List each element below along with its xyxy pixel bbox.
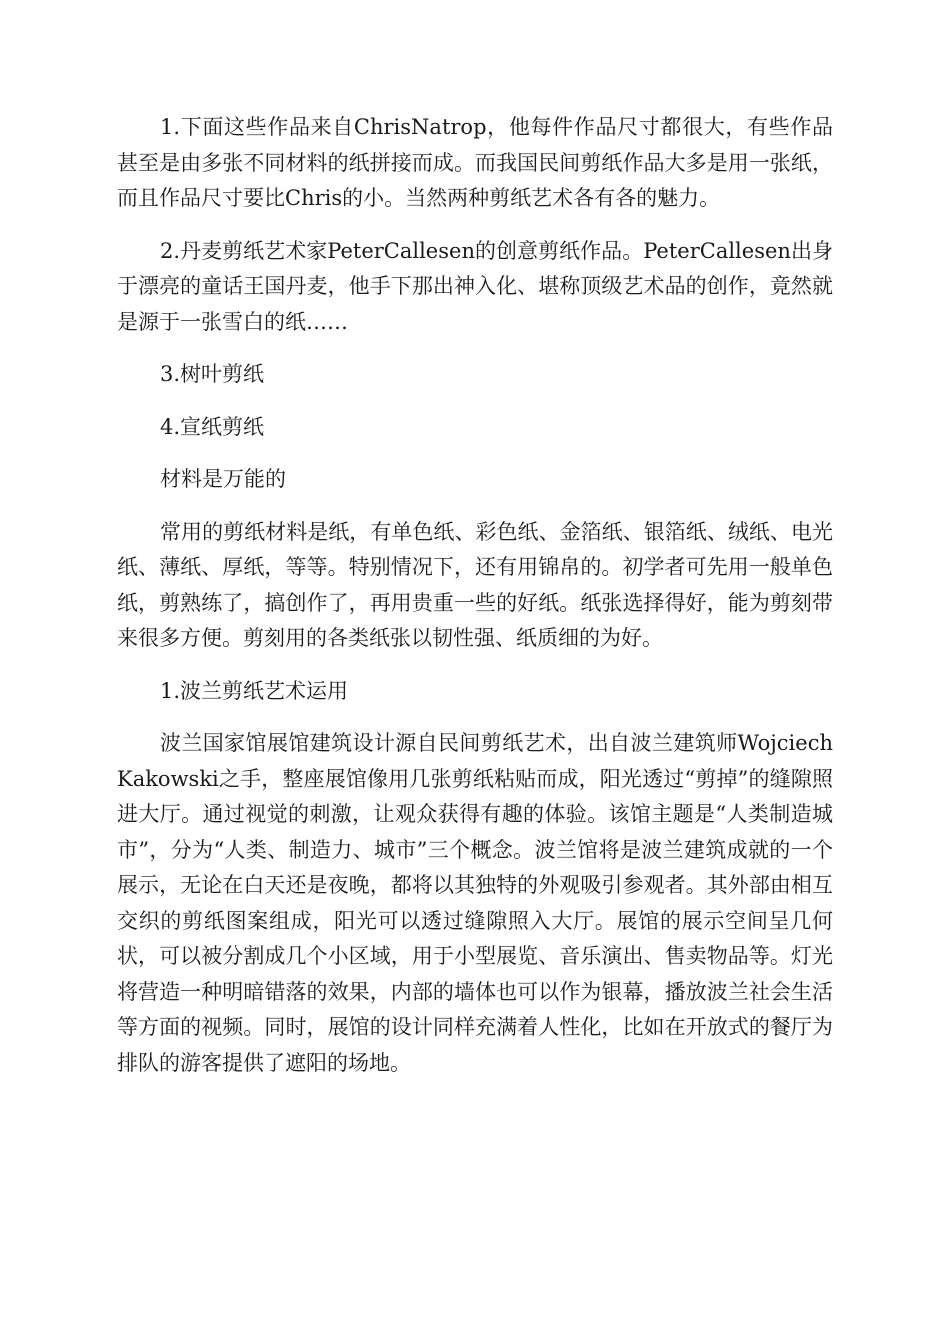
- paragraph-paper-materials: 常用的剪纸材料是纸，有单色纸、彩色纸、金箔纸、银箔纸、绒纸、电光纸、薄纸、厚纸，等等。特别情况下，还有用锦帛的。初学者可先用一般单色纸，剪熟练了，搞创作了，再用贵重一些的好纸。纸张选择得好，能为剪刻带来很多方便。剪刻用的各类纸张以韧性强、纸质细的为好。: [117, 519, 833, 650]
- paragraph-leaf-papercut: 3.树叶剪纸: [160, 362, 265, 386]
- paragraph-xuan-paper-papercut: 4.宣纸剪纸: [160, 414, 265, 439]
- paragraph-peter-callesen: 2.丹麦剪纸艺术家PeterCallesen的创意剪纸作品。PeterCallesen出身于漂亮的童话王国丹麦，他手下那出神入化、堪称顶级艺术品的创作，竟然就是源于一张雪白的纸……: [117, 238, 833, 334]
- paragraph-poland-heading: 1.波兰剪纸艺术运用: [160, 678, 349, 703]
- paragraph-poland-pavilion: 波兰国家馆展馆建筑设计源自民间剪纸艺术，出自波兰建筑师WojciechKakowski之手，整座展馆像用几张剪纸粘贴而成，阳光透过“剪掉”的缝隙照进大厅。通过视觉的刺激，让观众获得有趣的体验。该馆主题是“人类制造城市”，分为“人类、制造力、城市”三个概念。波兰馆将是波兰建筑成就的一个展示，无论在白天还是夜晚，都将以其独特的外观吸引参观者。其外部由相互交织的剪纸图案组成，阳光可以透过缝隙照入大厅。展馆的展示空间呈几何状，可以被分割成几个小区域，用于小型展览、音乐演出、售卖物品等。灯光将营造一种明暗错落的效果，内部的墙体也可以作为银幕，播放波兰社会生活等方面的视频。同时，展馆的设计同样充满着人性化，比如在开放式的餐厅为排队的游客提供了遮阳的场地。: [117, 731, 833, 1075]
- section-heading-materials: 材料是万能的: [160, 467, 286, 491]
- document-page: [117, 110, 833, 1098]
- paragraph-chris-natrop: 1.下面这些作品来自ChrisNatrop，他每件作品尺寸都很大，有些作品甚至是由多张不同材料的纸拼接而成。而我国民间剪纸作品大多是用一张纸，而且作品尺寸要比Chris的小。当然两种剪纸艺术各有各的魅力。: [117, 115, 833, 210]
